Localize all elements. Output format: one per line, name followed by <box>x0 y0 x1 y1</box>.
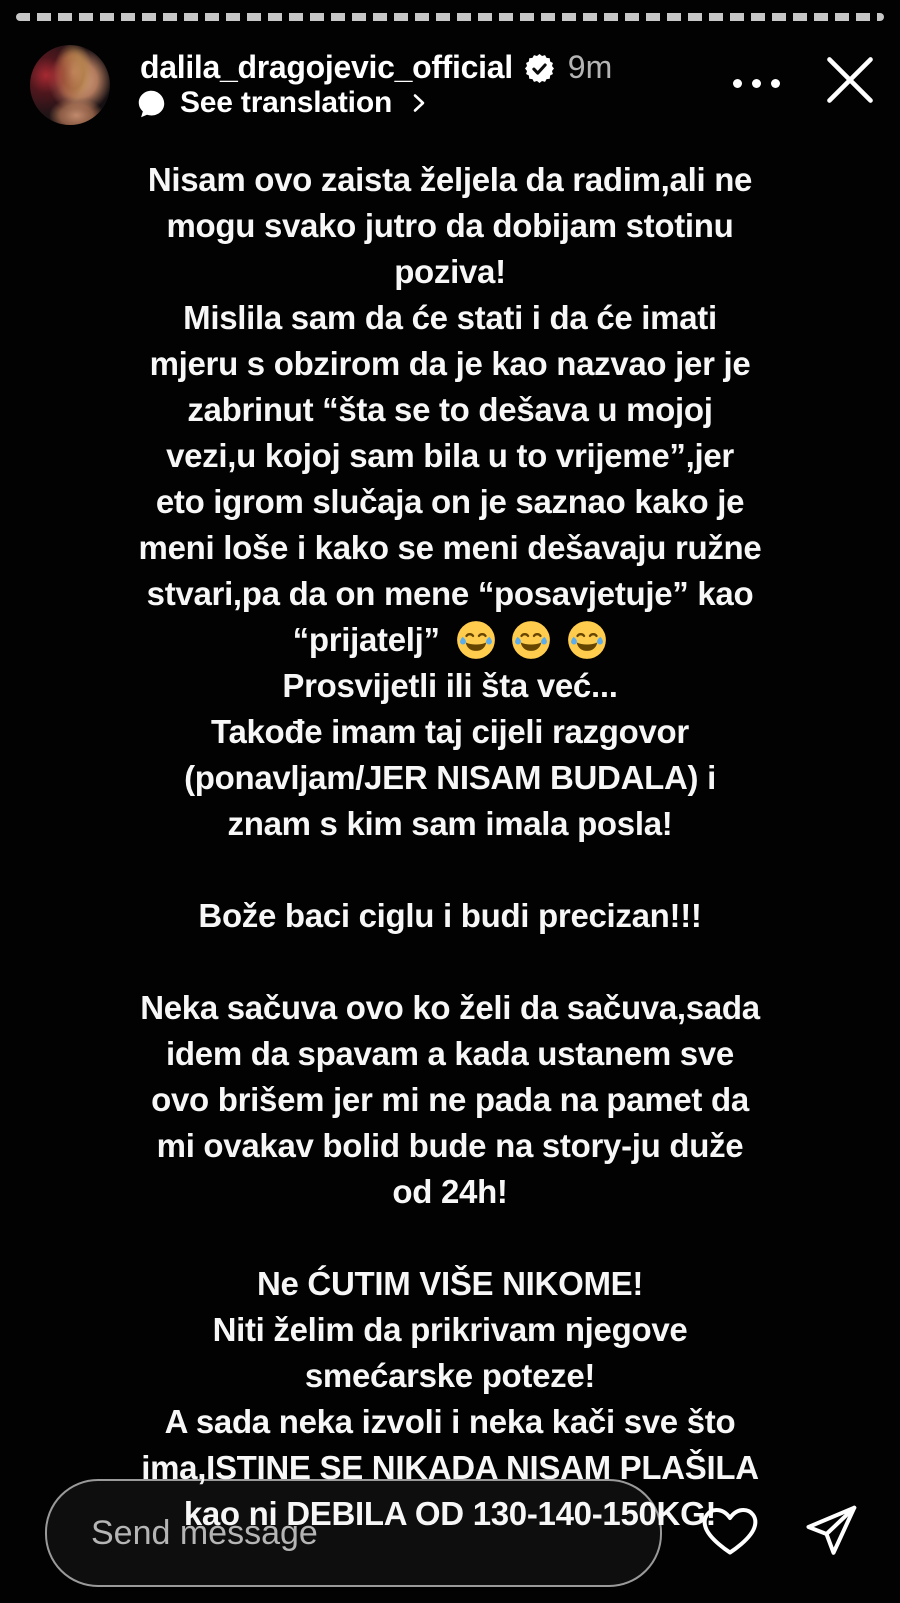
caption-line: stvari,pa da on mene “posavjetuje” kao <box>146 575 754 612</box>
caption-line: Mislila sam da će stati i da će imati <box>183 299 717 336</box>
caption-line: smećarske poteze! <box>304 1357 596 1394</box>
more-options-button[interactable] <box>733 77 783 89</box>
tears-of-joy-emoji <box>456 620 496 660</box>
like-button[interactable] <box>699 1501 761 1561</box>
caption-line: Prosvijetli ili šta već... <box>282 667 618 704</box>
caption-line: Ne ĆUTIM VIŠE NIKOME! <box>256 1265 644 1302</box>
caption-line: znam s kim sam imala posla! <box>227 805 673 842</box>
caption-line: meni loše i kako se meni dešavaju ružne <box>138 529 762 566</box>
caption-line-blank <box>18 847 882 893</box>
story-header <box>140 47 612 87</box>
caption-line: Takođe imam taj cijeli razgovor <box>211 713 689 750</box>
dot <box>771 79 780 88</box>
see-translation-button[interactable] <box>136 84 431 122</box>
caption-line: Niti želim da prikrivam njegove <box>212 1311 688 1348</box>
share-button[interactable] <box>801 1501 861 1561</box>
caption-line: poziva! <box>394 253 506 290</box>
caption-line-blank <box>18 939 882 985</box>
caption-line: mi ovakav bolid bude na story-ju duže <box>156 1127 744 1164</box>
caption-line: od 24h! <box>392 1173 508 1210</box>
caption-line: Neka sačuva ovo ko želi da sačuva,sada <box>140 989 760 1026</box>
close-button[interactable] <box>821 51 879 109</box>
caption-line: idem da spavam a kada ustanem sve <box>166 1035 734 1072</box>
dot <box>752 79 761 88</box>
verified-badge-icon <box>525 54 554 83</box>
caption-line: vezi,u kojoj sam bila u to vrijeme”,jer <box>166 437 734 474</box>
tears-of-joy-emoji <box>567 620 607 660</box>
caption-line: Nisam ovo zaista željela da radim,ali ne <box>147 161 753 198</box>
caption-line: kao ni DEBILA OD 130-140-150KG! <box>183 1495 717 1532</box>
story-caption <box>18 157 882 1537</box>
caption-line: (ponavljam/JER NISAM BUDALA) i <box>184 759 716 796</box>
caption-line: Bože baci ciglu i budi precizan!!! <box>198 897 702 934</box>
story-progress-bar <box>16 13 884 21</box>
caption-line: eto igrom slučaja on je saznao kako je <box>155 483 745 520</box>
caption-line: mjeru s obzirom da je kao nazvao jer je <box>149 345 751 382</box>
caption-line-text: “prijatelj” <box>292 621 440 658</box>
story-timestamp: 9m <box>567 48 613 85</box>
caption-line: A sada neka izvoli i neka kači sve što <box>164 1403 736 1440</box>
see-translation-label: See translation <box>180 86 393 119</box>
caption-line: zabrinut “šta se to dešava u mojoj <box>187 391 713 428</box>
caption-line: ovo brišem jer mi ne pada na pamet da <box>151 1081 749 1118</box>
avatar[interactable] <box>30 45 110 125</box>
caption-line-with-emoji <box>18 617 882 663</box>
username[interactable]: dalila_dragojevic_official <box>140 48 513 85</box>
caption-line-blank <box>18 1215 882 1261</box>
speech-bubble-icon <box>136 88 167 119</box>
caption-line: mogu svako jutro da dobijam stotinu <box>166 207 734 244</box>
caption-line: ima,ISTINE SE NIKADA NISAM PLAŠILA <box>141 1449 759 1486</box>
tears-of-joy-emoji <box>511 620 551 660</box>
dot <box>733 79 742 88</box>
chevron-right-icon <box>407 91 431 115</box>
